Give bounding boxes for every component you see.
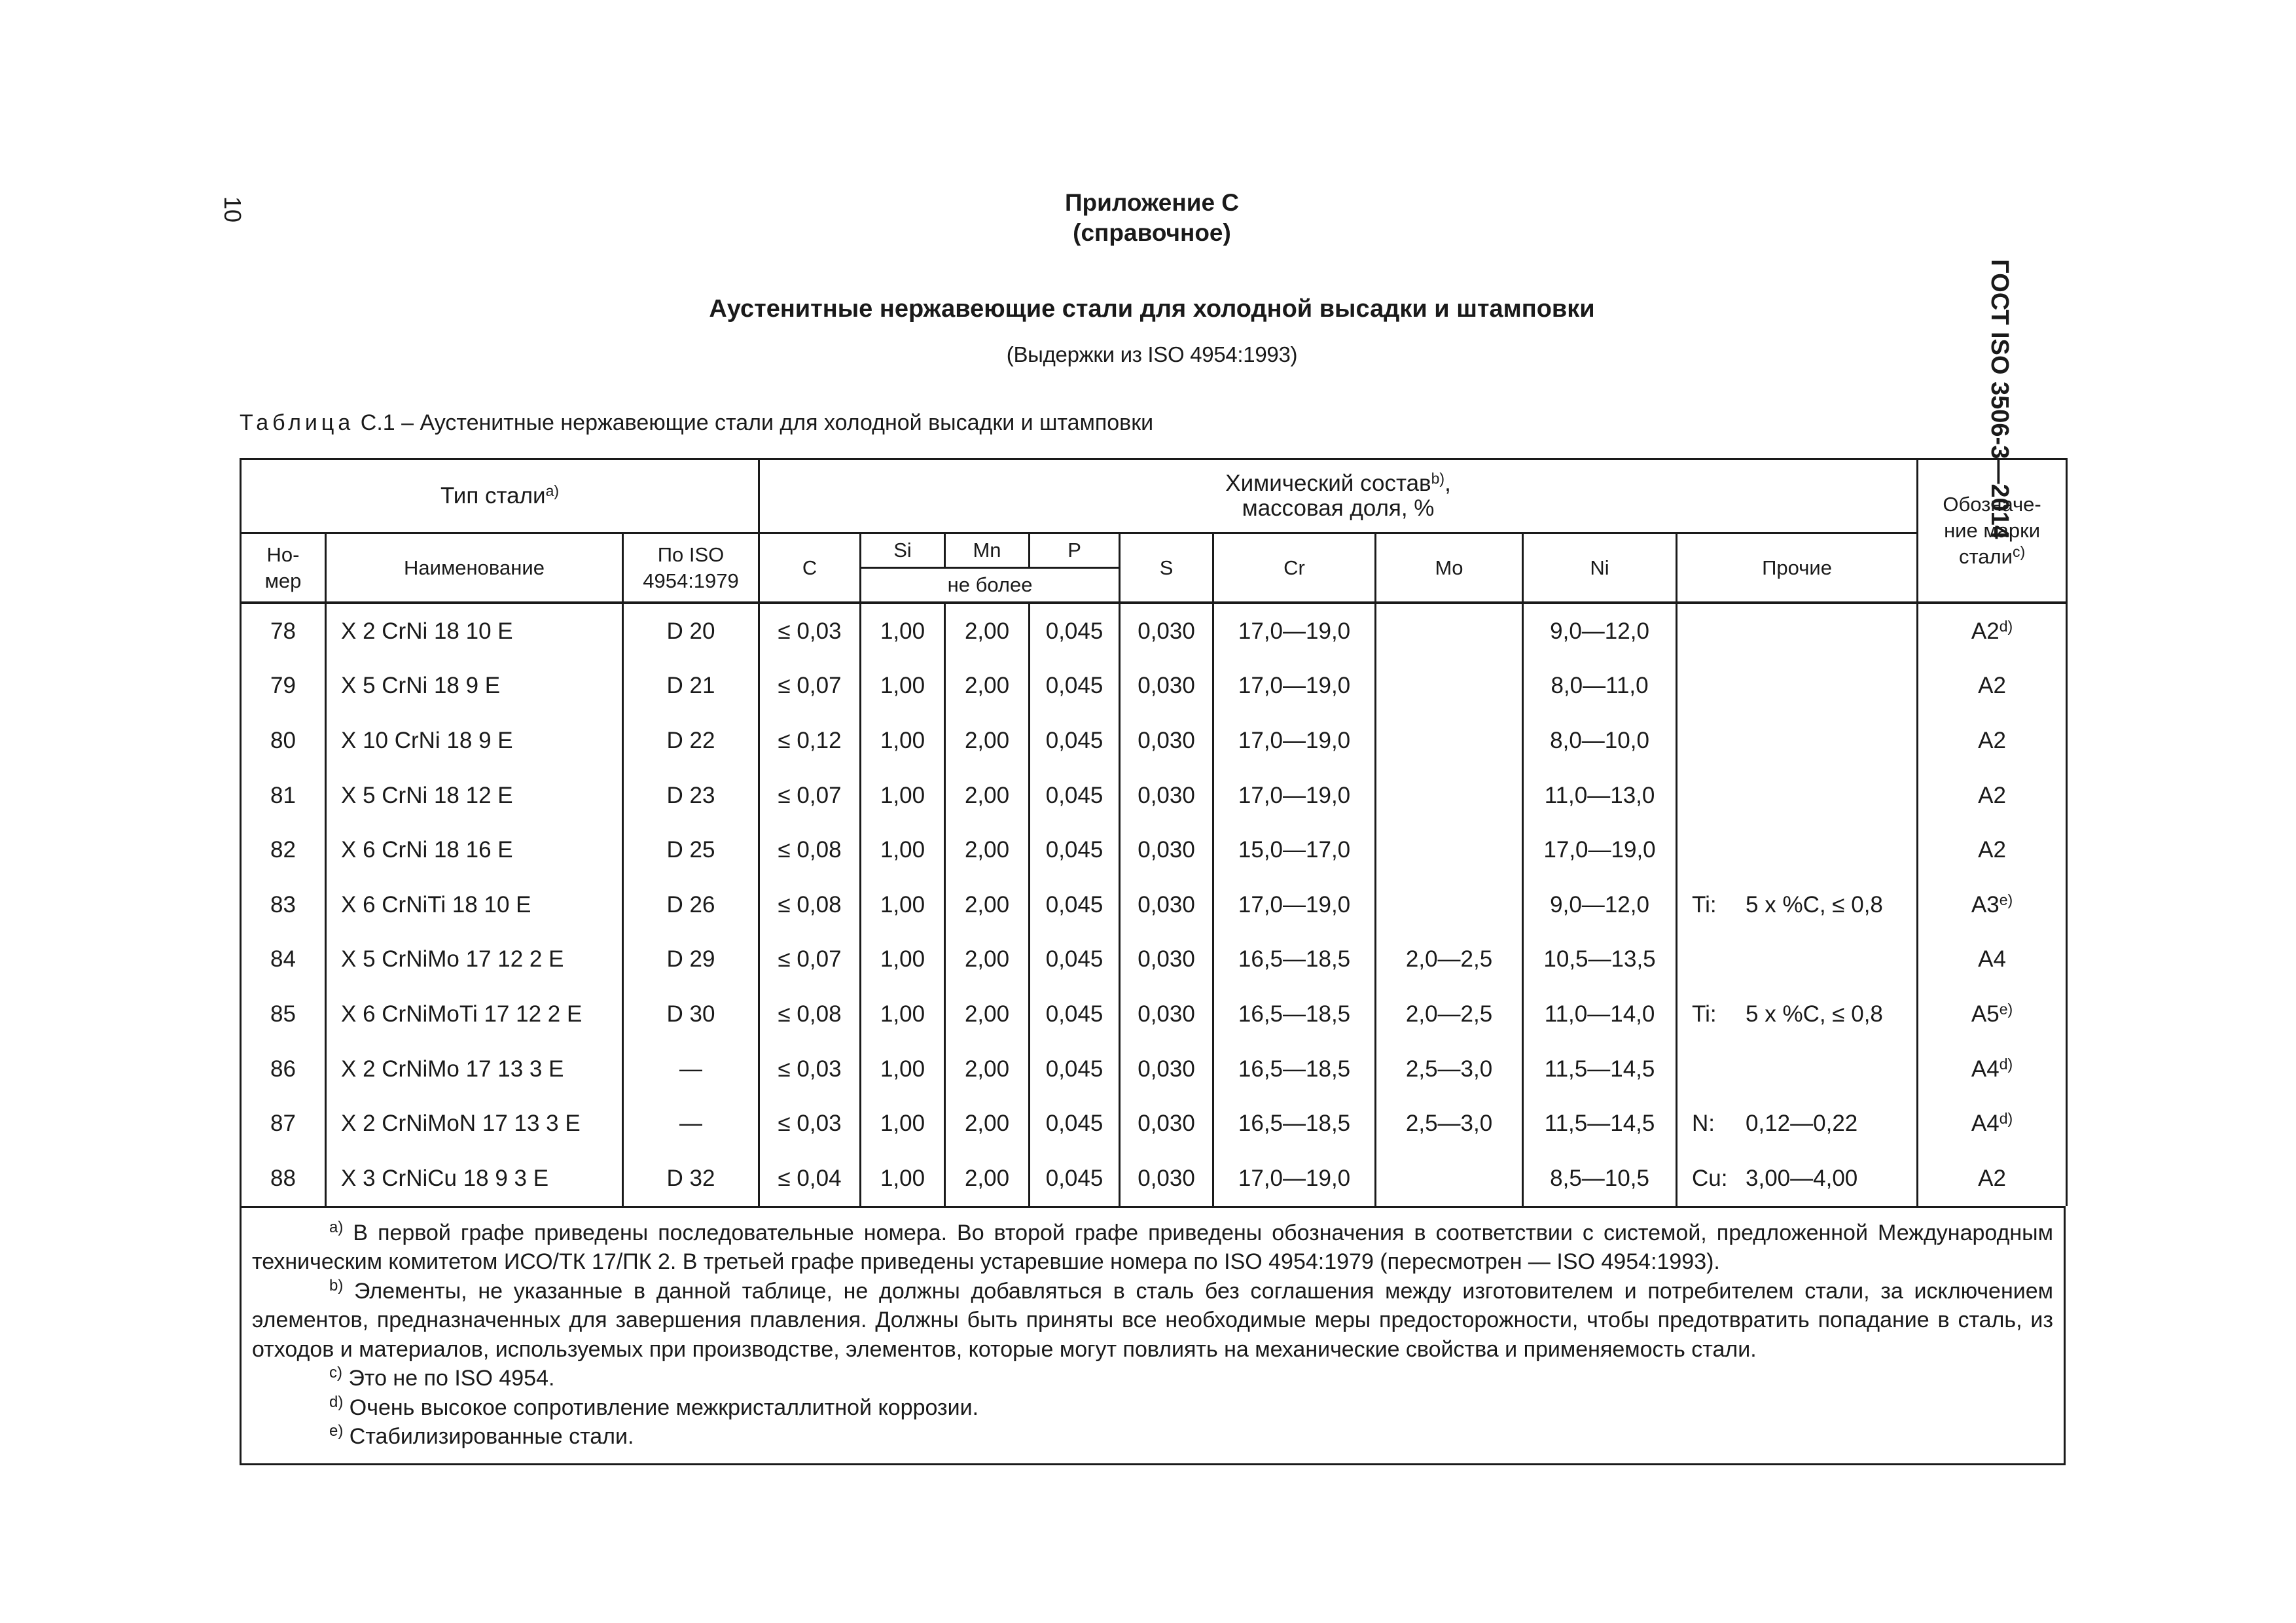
cell-c: ≤ 0,04	[759, 1151, 861, 1206]
cell-p: 0,045	[1030, 713, 1120, 768]
cell-name: X 3 CrNiCu 18 9 3 E	[326, 1151, 623, 1206]
footnote-text: Стабилизированные стали.	[349, 1424, 634, 1450]
cell-si: 1,00	[861, 823, 945, 878]
header-mn: Mn	[945, 533, 1030, 568]
cell-iso-1979: D 30	[623, 987, 759, 1042]
cell-s: 0,030	[1120, 768, 1213, 823]
cell-number: 83	[241, 878, 326, 933]
cell-s: 0,030	[1120, 1042, 1213, 1097]
cell-ni: 11,5—14,5	[1523, 1042, 1677, 1097]
cell-mn: 2,00	[945, 987, 1030, 1042]
cell-mn: 2,00	[945, 878, 1030, 933]
footnote-text: В первой графе приведены последовательные номера. Во второй графе приведены обозначения в соответствии с системой, предложенной Международным техническим комитетом ИСО/ТК 17/ПК 2. В третьей графе приведены устаревшие номера по ISO 4954:1979 (пересмотрен — ISO 4954:1993).	[252, 1220, 2053, 1275]
cell-mn: 2,00	[945, 1096, 1030, 1151]
cell-number: 87	[241, 1096, 326, 1151]
cell-other	[1677, 713, 1918, 768]
cell-iso-1979: D 29	[623, 933, 759, 988]
appendix-label: Приложение С	[1064, 189, 1240, 216]
grade-footnote-mark: d)	[1999, 1055, 2013, 1073]
page-subtitle: (Выдержки из ISO 4954:1993)	[1006, 342, 1298, 366]
cell-s: 0,030	[1120, 659, 1213, 714]
cell-si: 1,00	[861, 603, 945, 659]
cell-other	[1677, 659, 1918, 714]
cell-name: X 5 CrNiMo 17 12 2 E	[326, 933, 623, 988]
cell-other-element: Cu:	[1692, 1165, 1728, 1191]
cell-s: 0,030	[1120, 878, 1213, 933]
cell-si: 1,00	[861, 1096, 945, 1151]
cell-mo: 2,0—2,5	[1376, 933, 1523, 988]
cell-cr: 17,0—19,0	[1213, 1151, 1376, 1206]
cell-number: 78	[241, 603, 326, 659]
cell-s: 0,030	[1120, 987, 1213, 1042]
table-header	[241, 459, 2067, 603]
table-row	[241, 933, 2067, 988]
cell-iso-1979: D 21	[623, 659, 759, 714]
cell-si: 1,00	[861, 1042, 945, 1097]
cell-si: 1,00	[861, 933, 945, 988]
header-ni: Ni	[1523, 533, 1677, 603]
cell-mo	[1376, 713, 1523, 768]
cell-grade: A2	[1918, 659, 2067, 714]
header-steel-type: Тип стали$^{a)}$	[241, 459, 759, 533]
table-footnotes	[240, 1206, 2066, 1465]
cell-other	[1677, 987, 1918, 1042]
cell-grade: A2	[1918, 768, 2067, 823]
cell-p: 0,045	[1030, 987, 1120, 1042]
cell-p: 0,045	[1030, 933, 1120, 988]
table-row	[241, 987, 2067, 1042]
cell-mo: 2,5—3,0	[1376, 1096, 1523, 1151]
header-p: P	[1030, 533, 1120, 568]
footnote	[252, 1393, 2053, 1423]
cell-iso-1979: D 26	[623, 878, 759, 933]
cell-ni: 11,5—14,5	[1523, 1096, 1677, 1151]
cell-ni: 9,0—12,0	[1523, 603, 1677, 659]
header-not-more: не более	[861, 568, 1120, 603]
table-row	[241, 1151, 2067, 1206]
cell-other	[1677, 768, 1918, 823]
cell-iso-1979: D 20	[623, 603, 759, 659]
cell-grade: A4	[1918, 933, 2067, 988]
cell-name: X 6 CrNi 18 16 E	[326, 823, 623, 878]
cell-iso-1979: —	[623, 1042, 759, 1097]
cell-p: 0,045	[1030, 1096, 1120, 1151]
cell-ni: 8,5—10,5	[1523, 1151, 1677, 1206]
cell-p: 0,045	[1030, 768, 1120, 823]
cell-mn: 2,00	[945, 1151, 1030, 1206]
table-caption	[240, 408, 1418, 437]
table-row	[241, 768, 2067, 823]
cell-c: ≤ 0,08	[759, 823, 861, 878]
cell-s: 0,030	[1120, 933, 1213, 988]
table-row	[241, 659, 2067, 714]
cell-si: 1,00	[861, 1151, 945, 1206]
cell-cr: 17,0—19,0	[1213, 713, 1376, 768]
header-c: C	[759, 533, 861, 603]
table-row	[241, 713, 2067, 768]
cell-number: 81	[241, 768, 326, 823]
header-cr: Cr	[1213, 533, 1376, 603]
cell-other-value: 3,00—4,00	[1746, 1165, 1858, 1191]
cell-other-element: Ti:	[1692, 1001, 1717, 1027]
cell-mo	[1376, 768, 1523, 823]
cell-mo	[1376, 603, 1523, 659]
cell-number: 84	[241, 933, 326, 988]
cell-number: 79	[241, 659, 326, 714]
cell-grade: A2	[1918, 1151, 2067, 1206]
appendix-heading	[1034, 188, 1270, 248]
cell-grade: A2$^{d)}$	[1918, 603, 2067, 659]
cell-ni: 11,0—13,0	[1523, 768, 1677, 823]
page-title: Аустенитные нержавеющие стали для холодной высадки и штамповки	[709, 295, 1595, 323]
cell-grade: A4$^{d)}$	[1918, 1042, 2067, 1097]
cell-mn: 2,00	[945, 933, 1030, 988]
cell-p: 0,045	[1030, 878, 1120, 933]
cell-mo	[1376, 659, 1523, 714]
cell-cr: 17,0—19,0	[1213, 603, 1376, 659]
cell-mo	[1376, 1151, 1523, 1206]
table-row	[241, 603, 2067, 659]
cell-grade: A4$^{d)}$	[1918, 1096, 2067, 1151]
table-row	[241, 1042, 2067, 1097]
cell-cr: 17,0—19,0	[1213, 768, 1376, 823]
standard-identifier: ГОСТ ISO 3506-3—2014	[1986, 259, 2013, 539]
cell-number: 85	[241, 987, 326, 1042]
table-row	[241, 823, 2067, 878]
cell-ni: 11,0—14,0	[1523, 987, 1677, 1042]
cell-mo: 2,0—2,5	[1376, 987, 1523, 1042]
cell-other	[1677, 878, 1918, 933]
grade-footnote-mark: d)	[1999, 617, 2013, 635]
cell-other-element: N:	[1692, 1111, 1715, 1137]
cell-other	[1677, 1042, 1918, 1097]
table-row	[241, 878, 2067, 933]
cell-c: ≤ 0,08	[759, 987, 861, 1042]
cell-si: 1,00	[861, 768, 945, 823]
cell-p: 0,045	[1030, 1042, 1120, 1097]
cell-grade: A3$^{e)}$	[1918, 878, 2067, 933]
header-name: Наименование	[326, 533, 623, 603]
cell-name: X 6 CrNiTi 18 10 E	[326, 878, 623, 933]
cell-name: X 5 CrNi 18 12 E	[326, 768, 623, 823]
cell-si: 1,00	[861, 713, 945, 768]
cell-c: ≤ 0,03	[759, 603, 861, 659]
cell-cr: 17,0—19,0	[1213, 659, 1376, 714]
header-s: S	[1120, 533, 1213, 603]
cell-c: ≤ 0,03	[759, 1042, 861, 1097]
grade-footnote-mark: e)	[1999, 891, 2013, 908]
cell-mn: 2,00	[945, 603, 1030, 659]
cell-p: 0,045	[1030, 823, 1120, 878]
cell-p: 0,045	[1030, 1151, 1120, 1206]
cell-c: ≤ 0,03	[759, 1096, 861, 1151]
cell-name: X 2 CrNiMo 17 13 3 E	[326, 1042, 623, 1097]
cell-s: 0,030	[1120, 713, 1213, 768]
cell-number: 82	[241, 823, 326, 878]
cell-si: 1,00	[861, 987, 945, 1042]
page-number: 10	[219, 196, 246, 223]
cell-ni: 17,0—19,0	[1523, 823, 1677, 878]
cell-ni: 9,0—12,0	[1523, 878, 1677, 933]
cell-cr: 17,0—19,0	[1213, 878, 1376, 933]
cell-mo	[1376, 878, 1523, 933]
footnote	[252, 1219, 2053, 1277]
cell-ni: 8,0—11,0	[1523, 659, 1677, 714]
cell-iso-1979: D 25	[623, 823, 759, 878]
cell-s: 0,030	[1120, 603, 1213, 659]
cell-name: X 6 CrNiMoTi 17 12 2 E	[326, 987, 623, 1042]
header-iso-1979: По ISO 4954:1979	[623, 533, 759, 603]
grade-footnote-mark: e)	[1999, 1000, 2013, 1018]
footnote-mark: a)	[329, 1218, 344, 1236]
header-number: Но- мер	[241, 533, 326, 603]
footnote	[252, 1277, 2053, 1364]
cell-mn: 2,00	[945, 823, 1030, 878]
cell-c: ≤ 0,07	[759, 933, 861, 988]
cell-c: ≤ 0,07	[759, 768, 861, 823]
cell-other	[1677, 1096, 1918, 1151]
cell-number: 86	[241, 1042, 326, 1097]
cell-iso-1979: D 32	[623, 1151, 759, 1206]
footnote-mark: b)	[329, 1276, 344, 1294]
cell-mn: 2,00	[945, 713, 1030, 768]
cell-ni: 10,5—13,5	[1523, 933, 1677, 988]
cell-name: X 2 CrNi 18 10 E	[326, 603, 623, 659]
cell-cr: 16,5—18,5	[1213, 1042, 1376, 1097]
header-steel-grade: Обозначе- ние марки стали$^{c)}$	[1918, 459, 2067, 603]
appendix-type: (справочное)	[1073, 219, 1231, 246]
cell-iso-1979: D 23	[623, 768, 759, 823]
cell-grade: A5$^{e)}$	[1918, 987, 2067, 1042]
header-chemical-composition: Химический состав$^{b)}$, массовая доля, %	[759, 459, 1918, 533]
cell-other-value: 0,12—0,22	[1746, 1111, 1858, 1137]
cell-c: ≤ 0,08	[759, 878, 861, 933]
cell-cr: 16,5—18,5	[1213, 1096, 1376, 1151]
cell-p: 0,045	[1030, 659, 1120, 714]
footnote-text: Это не по ISO 4954.	[348, 1366, 555, 1391]
cell-c: ≤ 0,07	[759, 659, 861, 714]
cell-s: 0,030	[1120, 1096, 1213, 1151]
cell-cr: 15,0—17,0	[1213, 823, 1376, 878]
table-body	[241, 603, 2067, 1206]
cell-other	[1677, 933, 1918, 988]
cell-other-value: 5 x %C, ≤ 0,8	[1746, 1001, 1883, 1027]
footnote	[252, 1422, 2053, 1452]
cell-grade: A2	[1918, 713, 2067, 768]
header-other: Прочие	[1677, 533, 1918, 603]
header-mo: Mo	[1376, 533, 1523, 603]
cell-name: X 2 CrNiMoN 17 13 3 E	[326, 1096, 623, 1151]
footnote-mark: e)	[329, 1422, 344, 1440]
cell-number: 80	[241, 713, 326, 768]
cell-si: 1,00	[861, 878, 945, 933]
cell-name: X 10 CrNi 18 9 E	[326, 713, 623, 768]
cell-s: 0,030	[1120, 1151, 1213, 1206]
cell-mn: 2,00	[945, 768, 1030, 823]
footnote-text: Элементы, не указанные в данной таблице, не должны добавляться в сталь без соглашения между изготовителем и потребителем стали, за исключением элементов, предназначенных для завершения плавления. Должны быть приняты все необходимые меры предосторожности, чтобы предотвратить попадание в сталь, из отходов и материалов, используемых при производстве, элементов, которые могут повлиять на механические свойства и применяемость стали.	[252, 1278, 2053, 1362]
cell-p: 0,045	[1030, 603, 1120, 659]
cell-si: 1,00	[861, 659, 945, 714]
cell-mn: 2,00	[945, 1042, 1030, 1097]
steel-table-container	[240, 458, 2066, 1465]
cell-mo: 2,5—3,0	[1376, 1042, 1523, 1097]
cell-number: 88	[241, 1151, 326, 1206]
cell-other	[1677, 1151, 1918, 1206]
cell-cr: 16,5—18,5	[1213, 933, 1376, 988]
header-si: Si	[861, 533, 945, 568]
cell-other	[1677, 823, 1918, 878]
cell-cr: 16,5—18,5	[1213, 987, 1376, 1042]
table-caption-prefix: Таблица	[240, 410, 355, 435]
footnote-mark: c)	[329, 1364, 342, 1382]
cell-other-element: Ti:	[1692, 891, 1717, 918]
cell-mn: 2,00	[945, 659, 1030, 714]
cell-other-value: 5 x %C, ≤ 0,8	[1746, 891, 1883, 918]
cell-grade: A2	[1918, 823, 2067, 878]
cell-name: X 5 CrNi 18 9 E	[326, 659, 623, 714]
cell-s: 0,030	[1120, 823, 1213, 878]
cell-c: ≤ 0,12	[759, 713, 861, 768]
footnote-text: Очень высокое сопротивление межкристаллитной коррозии.	[349, 1395, 979, 1420]
footnote-mark: d)	[329, 1393, 344, 1411]
grade-footnote-mark: d)	[1999, 1110, 2013, 1128]
table-caption-text: С.1 – Аустенитные нержавеющие стали для холодной высадки и штамповки	[360, 410, 1154, 435]
steel-table	[240, 458, 2068, 1206]
footnote	[252, 1364, 2053, 1393]
cell-mo	[1376, 823, 1523, 878]
cell-iso-1979: —	[623, 1096, 759, 1151]
cell-other	[1677, 603, 1918, 659]
cell-ni: 8,0—10,0	[1523, 713, 1677, 768]
table-row	[241, 1096, 2067, 1151]
cell-iso-1979: D 22	[623, 713, 759, 768]
